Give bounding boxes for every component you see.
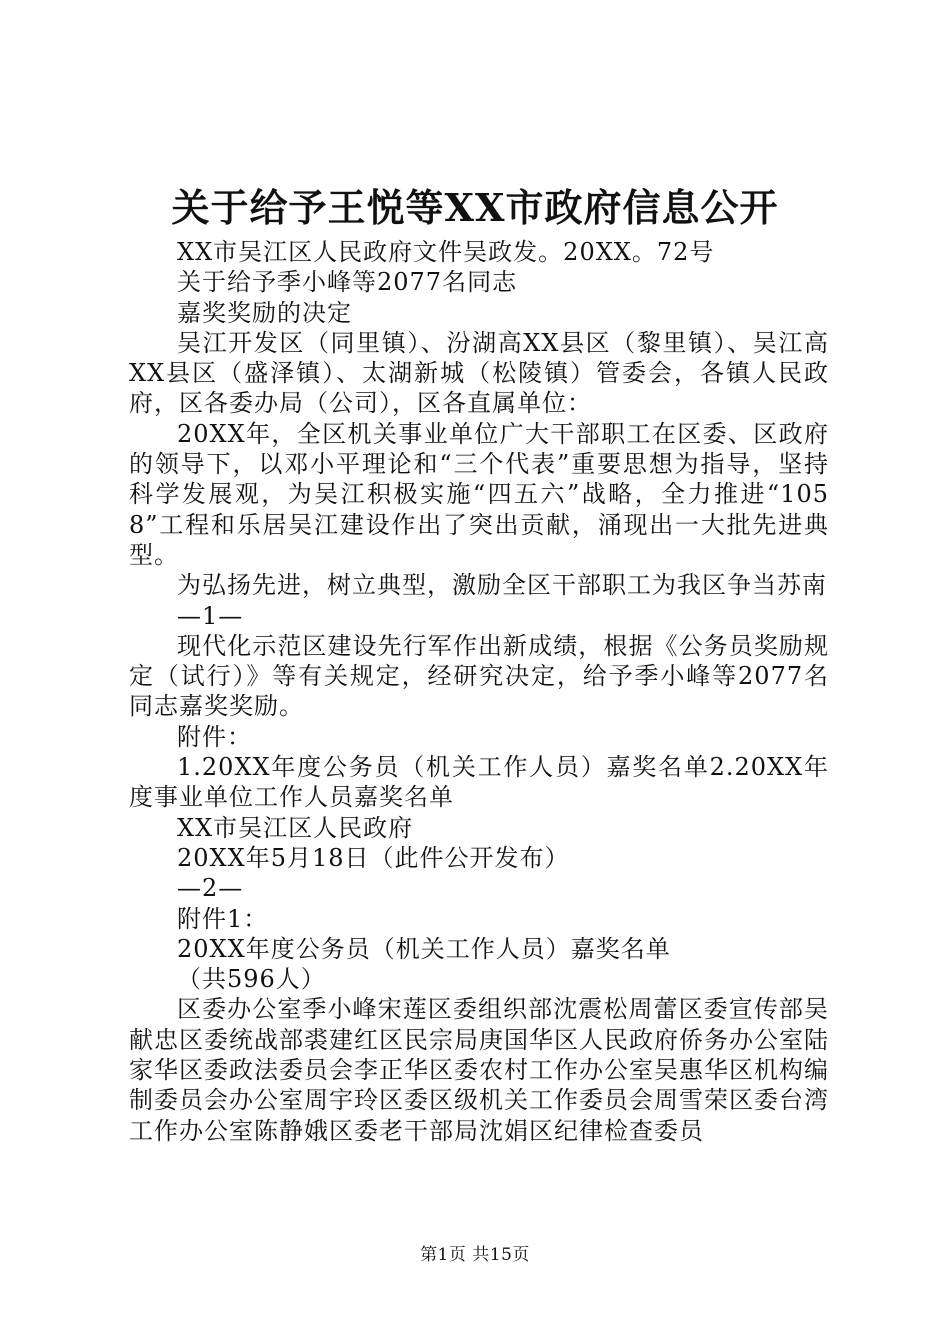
paragraph: 附件： [177,722,252,751]
page-marker: —1— [177,601,244,630]
paragraph: 嘉奖奖励的决定 [177,298,352,327]
paragraph: 为弘扬先进，树立典型，激励全区干部职工为我区争当苏南 [177,571,827,600]
paragraph: XX市吴江区人民政府文件吴政发。20XX。72号 [177,238,715,266]
paragraph: 吴江开发区（同里镇）、汾湖高XX县区（黎里镇）、吴江高XX县区（盛泽镇）、太湖新城（松陵镇）管委会，各镇人民政府，区各委办局（公司），区各直属单位： [129,328,829,418]
paragraph: 附件1： [177,904,269,933]
paragraph: 区委办公室季小峰宋莲区委组织部沈震松周蕾区委宣传部吴献忠区委统战部裘建红区民宗局庚国华区人民政府侨务办公室陆家华区委政法委员会李正华区委农村工作办公室吴惠华区机构编制委员会办公室周宇玲区委区级机关工作委员会周雪荣区委台湾工作办公室陈静娥区委老干部局沈娟区纪律检查委员 [129,995,829,1145]
paragraph: 现代化示范区建设先行军作出新成绩，根据《公务员奖励规定（试行）》等有关规定，经研究决定，给予季小峰等2077名同志嘉奖奖励。 [129,631,829,721]
page-marker: —2— [177,874,244,903]
paragraph: 20XX年，全区机关事业单位广大干部职工在区委、区政府的领导下，以邓小平理论和“三个代表”重要思想为指导，坚持科学发展观，为吴江积极实施“四五六”战略，全力推进“1058”工程和乐居吴江建设作出了突出贡献，涌现出一大批先进典型。 [129,419,829,569]
paragraph: 关于给予季小峰等2077名同志 [177,268,518,297]
paragraph: 1.20XX年度公务员（机关工作人员）嘉奖名单2.20XX年度事业单位工作人员嘉奖名单 [129,753,829,812]
paragraph: 20XX年5月18日（此件公开发布） [177,843,570,872]
page-footer: 第1页 共15页 [420,1245,530,1265]
document-body [129,237,829,1146]
paragraph: （共596人） [177,965,326,994]
document-title: 关于给予王悦等XX市政府信息公开 [171,185,779,230]
paragraph: XX市吴江区人民政府 [177,813,414,842]
paragraph: 20XX年度公务员（机关工作人员）嘉奖名单 [177,934,671,963]
